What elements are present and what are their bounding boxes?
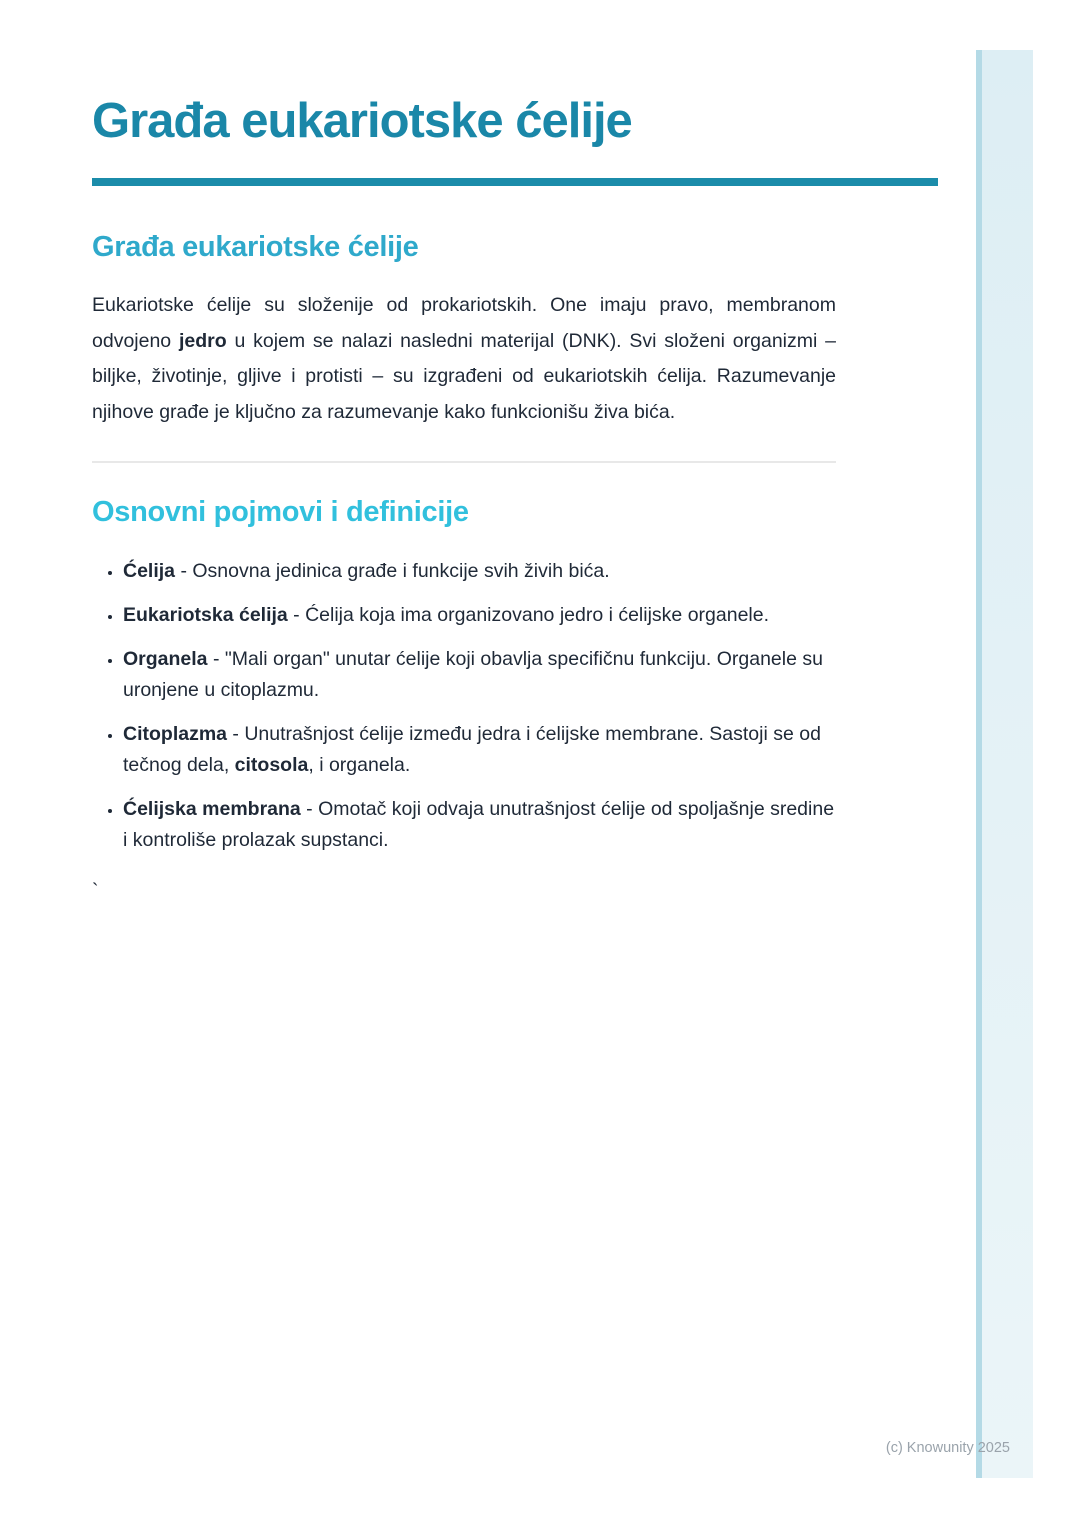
list-item-organela [123, 644, 836, 706]
page-title: Građa eukariotske ćelije [92, 94, 632, 148]
definitions-list [92, 556, 836, 856]
list-item-text: Organela - "Mali organ" unutar ćelije koji obavlja specifičnu funkciju. Organele su uronjene u citoplazmu. [123, 647, 823, 701]
section-divider [92, 461, 836, 463]
copyright-footer: (c) Knowunity 2025 [885, 1440, 1010, 1456]
section-heading-grada: Građa eukariotske ćelije [92, 231, 419, 263]
intro-paragraph: Eukariotske ćelije su složenije od prokariotskih. One imaju pravo, membranom odvojeno jedro u kojem se nalazi nasledni materijal (DNK). Svi složeni organizmi – biljke, životinje, gljive i protisti – su izgrađeni od eukariotskih ćelija. Razumevanje njihove građe je ključno za razumevanje kako funkcionišu živa bića. [92, 294, 836, 424]
right-accent-stripe [976, 50, 1033, 1478]
list-item-text: Ćelija - Osnovna jedinica građe i funkcije svih živih bića. [123, 559, 610, 582]
title-underline-rule [92, 178, 938, 186]
list-item-citoplazma [123, 719, 836, 781]
stray-backtick-character: ` [92, 879, 99, 902]
content-column [92, 0, 938, 907]
list-item-text: Eukariotska ćelija - Ćelija koja ima organizovano jedro i ćelijske organele. [123, 603, 770, 626]
list-item-celijska-membrana [123, 794, 836, 856]
section-heading-pojmovi: Osnovni pojmovi i definicije [92, 495, 469, 528]
list-item-text: Citoplazma - Unutrašnjost ćelije između jedra i ćelijske membrane. Sastoji se od tečnog dela, citosola, i organela. [123, 722, 821, 776]
list-item-celija [123, 556, 836, 587]
list-item-text: Ćelijska membrana - Omotač koji odvaja unutrašnjost ćelije od spoljašnje sredine i kontroliše prolazak supstanci. [123, 797, 835, 851]
list-item-eukariotska-celija [123, 600, 836, 631]
